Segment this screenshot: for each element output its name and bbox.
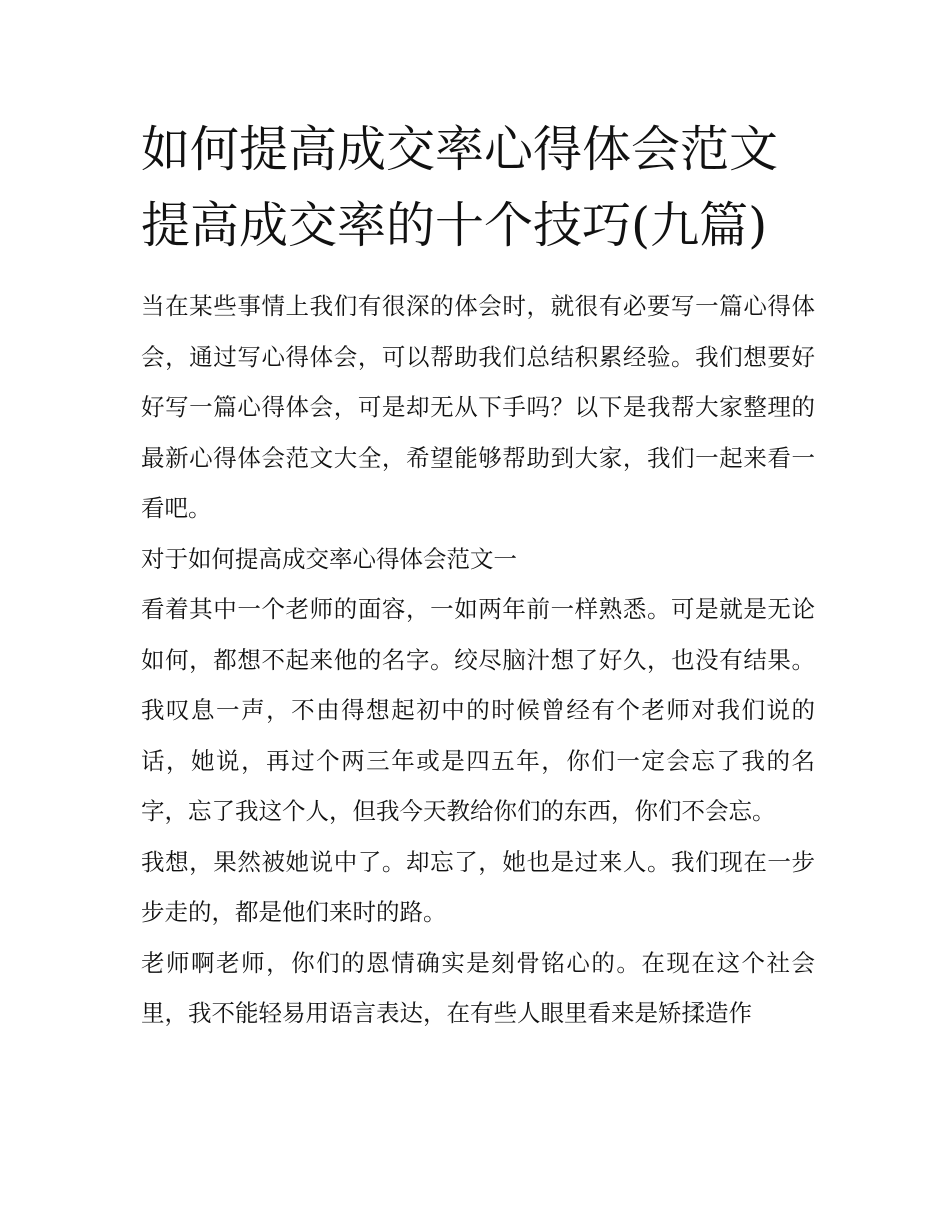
intro-paragraph: 当在某些事情上我们有很深的体会时，就很有必要写一篇心得体会，通过写心得体会，可以帮助我们总结积累经验。我们想要好好写一篇心得体会，可是却无从下手吗？以下是我帮大家整理的最新心得体会范文大全，希望能够帮助到大家，我们一起来看一看吧。 [141,292,815,522]
body-paragraph-3: 老师啊老师，你们的恩情确实是刻骨铭心的。在现在这个社会里，我不能轻易用语言表达，在有些人眼里看来是矫揉造作 [141,948,815,1027]
document-title [141,112,815,264]
title-line-2: 提高成交率的十个技巧(九篇) [141,197,768,254]
document-content [141,112,815,1039]
section-heading: 对于如何提高成交率心得体会范文一 [141,544,517,573]
title-line-1: 如何提高成交率心得体会范文 [141,121,779,178]
body-paragraph-2: 我想，果然被她说中了。却忘了，她也是过来人。我们现在一步步走的，都是他们来时的路。 [141,847,815,926]
document-body [141,281,815,1039]
body-paragraph-1: 看着其中一个老师的面容，一如两年前一样熟悉。可是就是无论如何，都想不起来他的名字。绞尽脑汁想了好久，也没有结果。我叹息一声，不由得想起初中的时候曾经有个老师对我们说的话，她说，再过个两三年或是四五年，你们一定会忘了我的名字，忘了我这个人，但我今天教给你们的东西，你们不会忘。 [141,595,815,825]
